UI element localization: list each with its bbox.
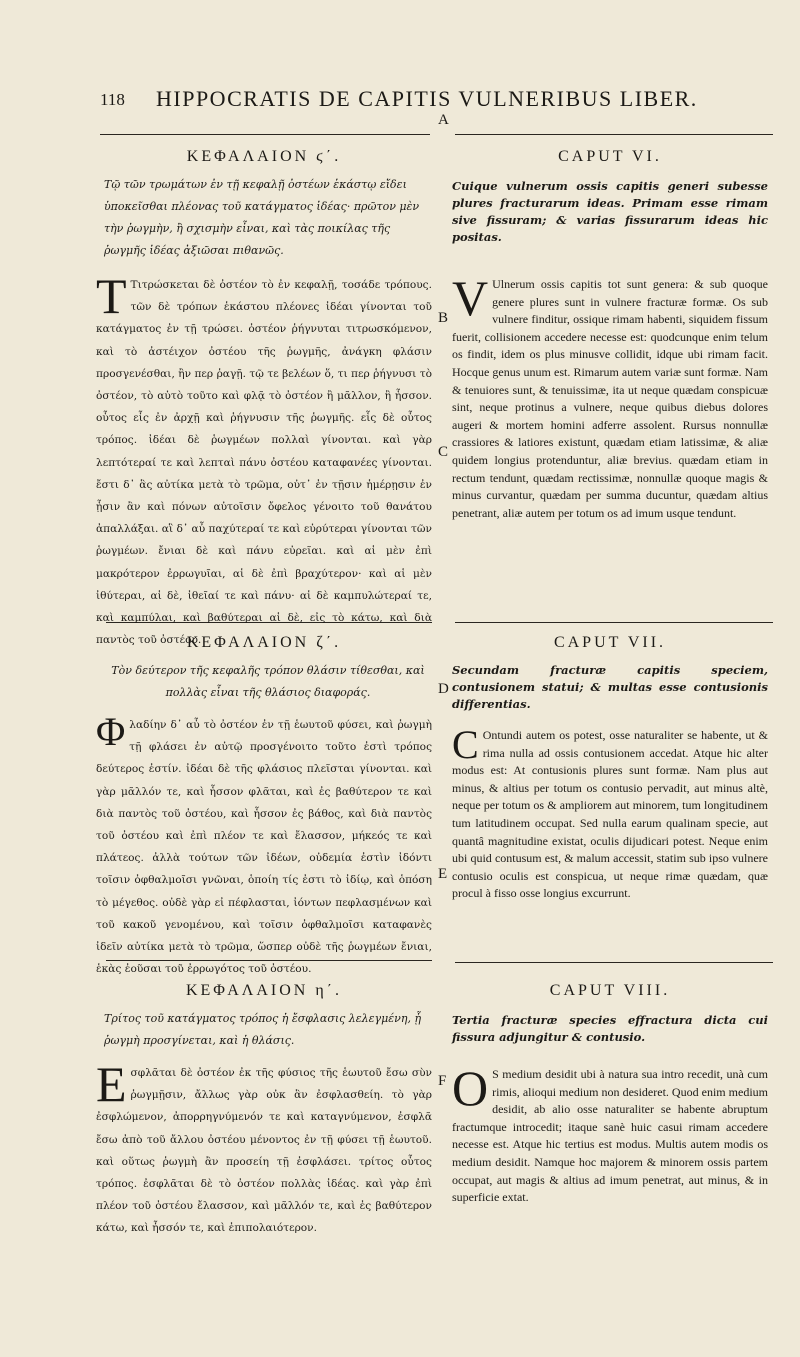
page-number: 118 xyxy=(100,90,125,109)
latin-chapter-heading: CAPUT VIII. xyxy=(549,982,671,999)
margin-letter-e: E xyxy=(438,866,448,882)
rule-mid1-right xyxy=(455,622,773,623)
greek-chapter-text: Τ Τιτρώσκεται δὲ ὀστέον τὸ ἐν κεφαλῇ, τοσάδε τρόπους. τῶν δὲ τρόπων ἑκάστου πλέονες ἰδέαι γίνονται τοῦ κατάγματος ἐν τῇ τρώσει. ὀστέον ῥήγνυται τιτρωσκόμενον, καὶ τὸ ἀστέιχον ὀστέου τῆς ῥωγμῆς, ἀνάγκη φλάσιν προσγενέσθαι, ἢν περ ῥαγῇ. τῷ τε βελέων ὅ, τι περ ῥήγνυσι τὸ ὀστέον, τὸ αὐτὸ τοῦτο καὶ φλᾷ τὸ ὀστέον ἢ μᾶλλον, ἢ ἧσσον. οὗτος εἷς ἐν ἀρχῇ καὶ ῥήγνυσιν τῆς ῥωγμῆς. εἷς δὲ οὗτος τρόπος. ἰδέαι δὲ ῥωγμέων πολλαὶ γίνονται. καὶ γὰρ λεπτότεραί τε καὶ λεπταὶ πάνυ ὀστέου καταφανέες γίνονται. ἔστι δ᾽ ἃς αὐτίκα μετὰ τὸ τρῶμα, οὐτ᾽ ἐν τῇσιν ἡμέρῃσιν ἐν ᾗσιν ἂν καὶ πόνων αὐτοῖσιν ὄφελος γένοιτο τοῦ θανάτου ἀπαλλάξαι. αἳ δ᾽ αὖ παχύτεραί τε καὶ εὐρύτεραι γίνονται τῶν ῥωγμέων. ἔνιαι δὲ καὶ πάνυ εὐρεῖαι. καὶ αἱ μὲν ἐπὶ μακρότερον ἐρρωγυῖαι, αἱ δὲ ἐπὶ βραχύτερον· καὶ αἱ μὲν ἰθύτεραι, αἱ δὲ, ἰθεῖαί τε καὶ πάνυ· αἱ δὲ καμπυλώτεραί τε, καὶ καμπύλαι, καὶ βαθύτεραι αἱ δὲ, εἰς τὸ κάτω, καὶ διὰ παντὸς τοῦ ὀστέου. xyxy=(96,268,432,647)
latin-drop-cap: V xyxy=(452,270,489,326)
greek-chapter-summary: Τῷ τῶν τρωμάτων ἐν τῇ κεφαλῇ ὀστέων ἑκάστῳ εἴδει ὑποκεῖσθαι πλέονας τοῦ κατάγματος ἰδέας· πρῶτον μὲν τὴν ῥωγμὴν, ἢ σχισμὴν εἶναι, καὶ τὰς ποικίλας τῆς ῥωγμῆς ἰδέας ἀξιῶσαι πιθανῶς. xyxy=(104,178,420,257)
margin-letter-a: A xyxy=(438,112,449,128)
latin-chapter-summary: Tertia fracturæ species effractura dicta cui fissura adjungitur & contusio. xyxy=(452,1013,768,1044)
latin-chapter-text: C Ontundi autem os potest, osse naturaliter se habente, ut & rima nulla ad ossis contusionem accedat. Atque hic alter modus est: At contusionis plures sunt formæ. Nam plus aut minus, & altius per totum os contusio pervadit, aut minus altè, neque per totum os & ampliorem aut minorem, tum longitudinem tum latitudinem occupat. Sed nulla earum qualinam specie, aut quantâ magnitudine existat, oculis dijudicari potest. Neque enim ubi quid contusum est, & malum accessit, statim sub ipso vulnere contusio oculis est conspicua, ut neque rimæ quædam, quæ procul à fisso osse longius excurrunt. xyxy=(452,722,768,901)
greek-drop-cap: Τ xyxy=(96,268,127,324)
rule-mid2-right xyxy=(455,962,773,963)
rule-top-left xyxy=(100,134,430,135)
greek-chapter-heading: ΚΕΦΑΛΑΙΟΝ ζ΄. xyxy=(186,634,342,651)
latin-chapter-text: V Ulnerum ossis capitis tot sunt genera: & sub quoque genere plures sunt in vulnere fracturæ formæ. Os sub vulnere finditur, ossique rimam habenti, siquidem fissum fuerit, collisionem accedere necesse est: quodcunque enim telum os findit, idem os plus minusve collidit, idque ubi rimam facit. Hocque genus unum est. Rimarum autem variæ sunt formæ. Nam & tenuiores sunt, & tenuissimæ, ita ut neque quædam conspicuæ sint, neque protinus a vulnere, neque quibus diebus dolores augeri & mortem homini adferre assolent. Rursus nonnullæ crassiores & latiores existunt, quædam etiam latissimæ, & aliæ quidem longius protenduntur, aliæ brevius. quædam etiam in rectum tendunt, quædam rectissimæ, nonnullæ quoque magis & minus curvantur, quædam per summa ducuntur, quædam altius penetrant, aliæ autem per totum os ad imum usque tendunt. xyxy=(452,270,768,520)
greek-chapter-7 xyxy=(96,634,432,976)
margin-letter-b: B xyxy=(438,310,449,326)
margin-letter-c: C xyxy=(438,444,449,460)
greek-drop-cap: Φ xyxy=(96,709,126,754)
greek-chapter-heading: ΚΕΦΑΛΑΙΟΝ ϛ΄. xyxy=(186,148,342,165)
greek-chapter-summary: Τὸν δεύτερον τῆς κεφαλῆς τρόπον θλάσιν τίθεσθαι, καὶ πολλὰς εἶναι τῆς θλάσιος διαφοράς. xyxy=(111,664,425,699)
rule-top-right xyxy=(455,134,773,135)
greek-chapter-text: Εσφλᾶται δὲ ὀστέον ἐκ τῆς φύσιος τῆς ἑωυτοῦ ἔσω σὺν ῥωγμῇσιν, ἄλλως γὰρ οὐκ ἂν ἐσφλασθείη. τὸ γὰρ ἐσφλώμενον, ἀπορρηγνύμενόν τε καὶ καταγνύμενον, ἐσφλᾶ ἔσω ἀπὸ τοῦ ἄλλου ὀστέου μένοντος ἐν τῇ φύσει τῇ ἑωυτοῦ. καὶ οὕτως ῥωγμὴ ἂν προσείη τῇ ἐσφλάσει. τρίτος οὗτος τρόπος. ἐσφλᾶται δὲ τὸ ὀστέον πολλὰς ἰδέας. καὶ γὰρ ἐπὶ πλέον τοῦ ὀστέου ἔλασσον, καὶ μᾶλλόν τε, καὶ ἐς βαθύτερον κάτω, καὶ ἧσσόν τε, καὶ ἐπιπολαιότερον. xyxy=(96,1056,432,1235)
latin-chapter-heading: CAPUT VI. xyxy=(558,148,662,165)
latin-chapter-6 xyxy=(452,148,768,613)
margin-letter-f: F xyxy=(438,1073,447,1089)
greek-chapter-8 xyxy=(96,982,432,1242)
latin-drop-cap: O xyxy=(452,1060,489,1116)
latin-chapter-8 xyxy=(452,982,768,1247)
running-head xyxy=(100,86,700,116)
latin-chapter-7 xyxy=(452,634,768,954)
latin-chapter-text: O S medium desidit ubi à natura sua intro recedit, unà cum rimis, alioqui medium non desideret. Quod enim medium desidit, ab alio osse naturaliter se habente abruptum fractumque introcedit; itaque sanè huic casui rimam accedere necesse est. Atque hic tertius est modus. Multis autem modis os medium desidit. Namque hoc majorem & minorem ossis partem occupat, aut magis & altius ad imum penetrat, aut minus, & in superficie extat. xyxy=(452,1060,768,1205)
latin-drop-cap: C xyxy=(452,722,479,767)
greek-chapter-heading: ΚΕΦΑΛΑΙΟΝ η΄. xyxy=(185,982,343,999)
greek-drop-cap: Ε xyxy=(96,1056,127,1112)
margin-letter-d: D xyxy=(438,681,449,697)
greek-chapter-text: Φλαδίην δ᾽ αὖ τὸ ὀστέον ἐν τῇ ἑωυτοῦ φύσει, καὶ ῥωγμὴ τῇ φλάσει ἐν αὐτῷ προσγένοιτο τοῦτο ἐστὶ τρόπος δεύτερος ἐστίν. ἰδέαι δὲ τῆς φλάσιος πλεῖσται γίνονται. καὶ γὰρ μᾶλλόν τε, καὶ ἧσσον φλᾶται, καὶ ἐς βαθύτερον τε καὶ διὰ παντὸς τοῦ ὀστέου, καὶ ἧσσον ἐς βάθος, καὶ διὰ παντὸς τοῦ ὀστέου καὶ ἐπὶ πλέον τε καὶ ἔλασσον, μήκεός τε καὶ πλάτεος. ἀλλὰ τούτων τῶν ἰδέων, οὐδεμία ἐστὶν ἰδόντι τοῖσιν ὀφθαλμοῖσι γνῶναι, ὁποίη τίς ἐστι τὸ ἰδίῳ, καὶ ὁπόση τὸ μέγεθος. οὐδὲ γὰρ εἰ πέφλασται, ἰόντων πεφλασμένων καὶ τοῦ κακοῦ γενομένου, καὶ τοῖσιν ὀφθαλμοῖσι καταφανὲς ἰδεῖν αὐτίκα μετὰ τὸ τρῶμα, ὥσπερ οὐδὲ τῆς ῥωγμέων ἔνιαι, ἑκὰς ἐοῦσαι τοῦ ἐρρωγότος τοῦ ὀστέου. xyxy=(96,709,432,976)
latin-chapter-heading: CAPUT VII. xyxy=(553,634,667,651)
latin-chapter-summary: Cuique vulnerum ossis capitis generi subesse plures fracturarum ideas. Primam esse rimam sive fissuram; & varias fissurarum ideas hic positas. xyxy=(452,179,768,244)
greek-chapter-summary: Τρίτος τοῦ κατάγματος τρόπος ἡ ἔσφλασις λελεγμένη, ᾗ ῥωγμὴ προσγίνεται, καὶ ἡ θλάσις. xyxy=(104,1012,422,1047)
latin-chapter-summary: Secundam fracturæ capitis speciem, contusionem statui; & multas esse contusionis differentias. xyxy=(452,663,768,711)
page-title: HIPPOCRATIS DE CAPITIS VULNERIBUS LIBER. xyxy=(156,86,698,111)
